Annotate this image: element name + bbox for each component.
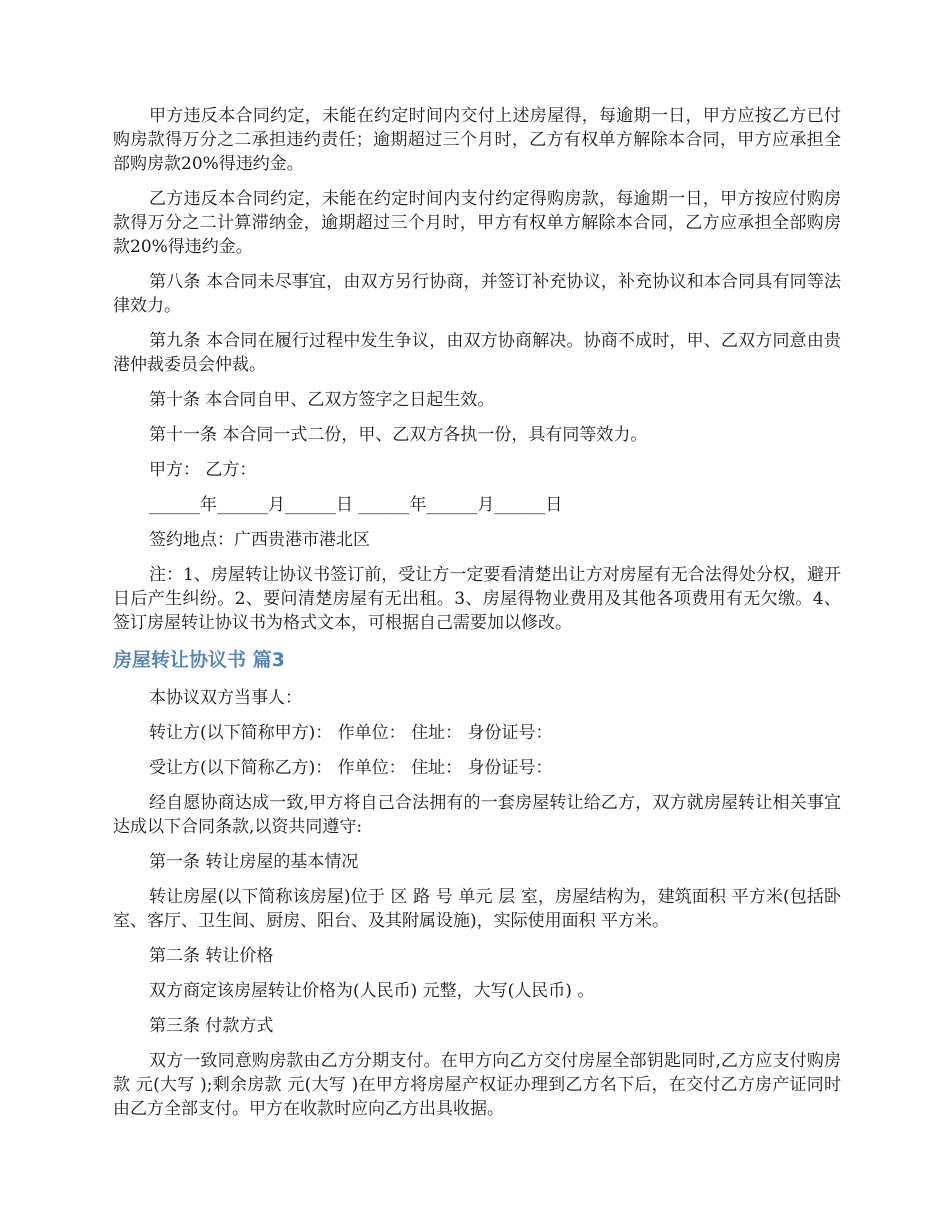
paragraph-article-8: 第八条 本合同未尽事宜，由双方另行协商，并签订补充协议，补充协议和本合同具有同等法律效力。 xyxy=(113,272,841,316)
paragraph-article-2-body: 双方商定该房屋转让价格为(人民币) 元整，大写(人民币) 。 xyxy=(149,981,595,1001)
paragraph-article-3-body: 双方一致同意购房款由乙方分期支付。在甲方向乙方交付房屋全部钥匙同时,乙方应支付购房款 元(大写 );剩余房款 元(大写 )在甲方将房屋产权证办理到乙方名下后，在交付乙方房产证同时由乙方全部支付。甲方在收款时应向乙方出具收据。 xyxy=(113,1051,841,1119)
paragraph-dates: ______年______月______日 ______年______月______日 xyxy=(149,495,563,515)
paragraph-agreement-intro: 经自愿协商达成一致,甲方将自己合法拥有的一套房屋转让给乙方，双方就房屋转让相关事宜达成以下合同条款,以资共同遵守: xyxy=(113,793,841,837)
paragraph-parties-intro: 本协议双方当事人： xyxy=(149,688,302,708)
paragraph-notes: 注：1、房屋转让协议书签订前，受让方一定要看清楚出让方对房屋有无合法得处分权，避开日后产生纠纷。2、要问清楚房屋有无出租。3、房屋得物业费用及其他各项费用有无欠缴。4、签订房屋转让协议书为格式文本，可根据自己需要加以修改。 xyxy=(113,565,841,633)
paragraph-article-1-body: 转让房屋(以下简称该房屋)位于 区 路 号 单元 层 室，房屋结构为，建筑面积 平方米(包括卧室、客厅、卫生间、厨房、阳台、及其附属设施)，实际使用面积 平方米。 xyxy=(113,887,841,931)
paragraph-article-3-title: 第三条 付款方式 xyxy=(149,1016,274,1036)
paragraph-article-11: 第十一条 本合同一式二份，甲、乙双方各执一份，具有同等效力。 xyxy=(149,425,648,445)
paragraph-signatures: 甲方： 乙方： xyxy=(149,460,257,480)
paragraph-transferor: 转让方(以下简称甲方)： 作单位： 住址： 身份证号： xyxy=(149,723,553,743)
document-page xyxy=(113,104,841,1132)
paragraph-late-delivery-penalty: 甲方违反本合同约定，未能在约定时间内交付上述房屋得，每逾期一日，甲方应按乙方已付购房款得万分之二承担违约责任；逾期超过三个月时，乙方有权单方解除本合同，甲方应承担全部购房款20%得违约金。 xyxy=(113,106,841,174)
paragraph-late-payment-penalty: 乙方违反本合同约定，未能在约定时间内支付约定得购房款，每逾期一日，甲方按应付购房款得万分之二计算滞纳金，逾期超过三个月时，甲方有权单方解除本合同，乙方应承担全部购房款20%得违约金。 xyxy=(113,189,841,257)
paragraph-article-1-title: 第一条 转让房屋的基本情况 xyxy=(149,852,359,872)
paragraph-article-2-title: 第二条 转让价格 xyxy=(149,946,274,966)
paragraph-transferee: 受让方(以下简称乙方)： 作单位： 住址： 身份证号： xyxy=(149,758,553,778)
paragraph-signing-location: 签约地点：广西贵港市港北区 xyxy=(149,530,370,550)
paragraph-article-10: 第十条 本合同自甲、乙双方签字之日起生效。 xyxy=(149,390,495,410)
paragraph-article-9: 第九条 本合同在履行过程中发生争议，由双方协商解决。协商不成时，甲、乙双方同意由贵港仲裁委员会仲裁。 xyxy=(113,331,841,375)
section-heading: 房屋转让协议书 篇3 xyxy=(113,649,285,671)
